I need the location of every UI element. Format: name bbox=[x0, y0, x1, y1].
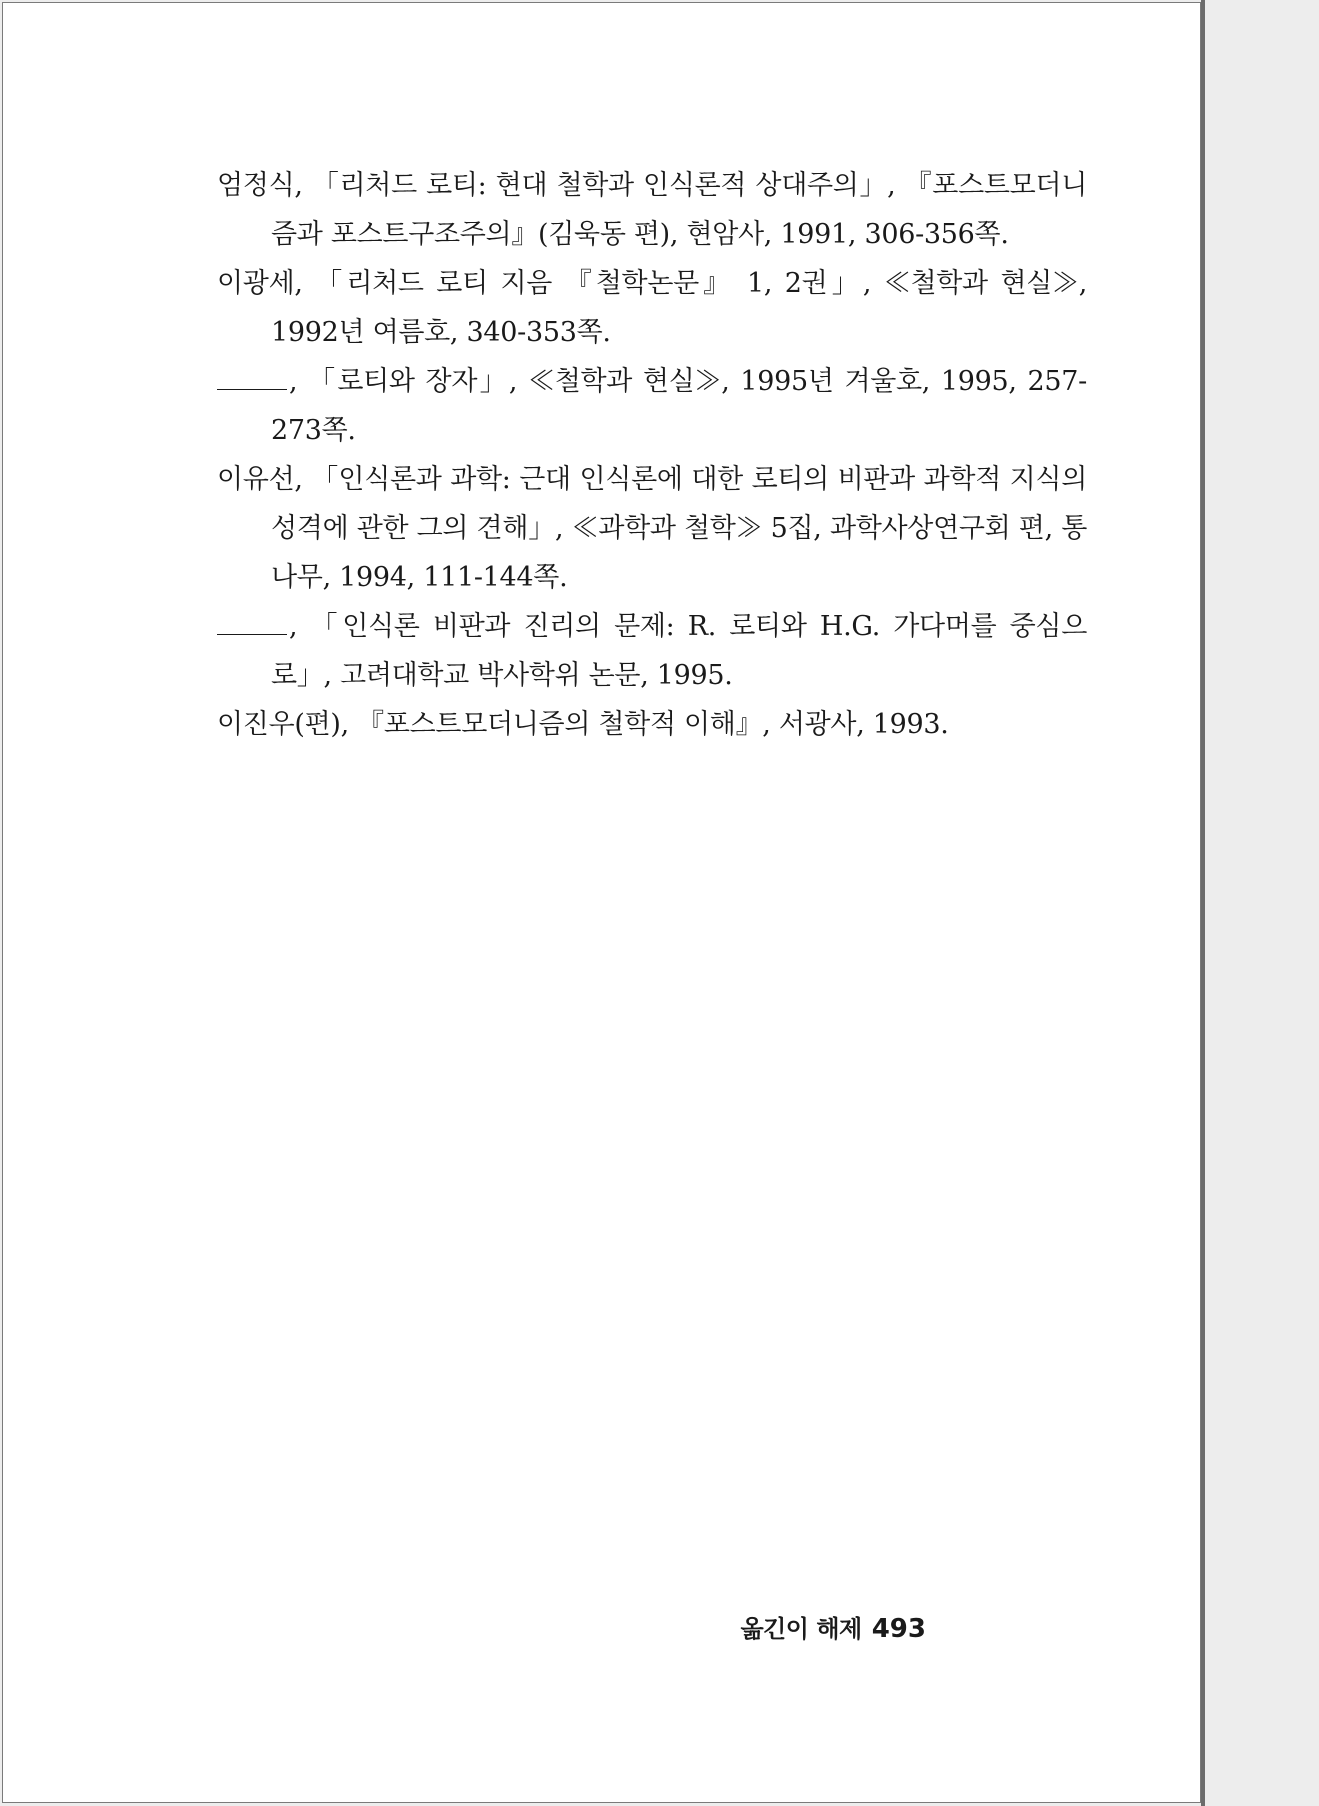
bibliography-list bbox=[217, 161, 1087, 749]
entry-text: 이광세, 「리처드 로티 지음 『철학논문』 1, 2권」, ≪철학과 현실≫, 1992년 여름호, 340-353쪽. bbox=[217, 268, 1087, 348]
entry-text: , 「로티와 장자」, ≪철학과 현실≫, 1995년 겨울호, 1995, 257-273쪽. bbox=[271, 366, 1087, 446]
bibliography-entry bbox=[217, 259, 1087, 357]
bibliography-entry bbox=[217, 455, 1087, 602]
entry-text: , 「인식론 비판과 진리의 문제: R. 로티와 H.G. 가다머를 중심으로」, 고려대학교 박사학위 논문, 1995. bbox=[271, 611, 1087, 691]
page-footer bbox=[740, 1609, 926, 1644]
entry-text: 이유선, 「인식론과 과학: 근대 인식론에 대한 로티의 비판과 과학적 지식의 성격에 관한 그의 견해」, ≪과학과 철학≫ 5집, 과학사상연구회 편, 통나무, 1994, 111-144쪽. bbox=[217, 464, 1087, 593]
ditto-dash bbox=[217, 607, 287, 635]
bibliography-entry bbox=[217, 700, 1087, 749]
page-number: 493 bbox=[871, 1614, 926, 1644]
ditto-dash bbox=[217, 362, 287, 390]
entry-text: 이진우(편), 『포스트모더니즘의 철학적 이해』, 서광사, 1993. bbox=[217, 709, 949, 740]
page-edge-shadow bbox=[1201, 0, 1205, 1806]
running-title: 옮긴이 해제 bbox=[740, 1615, 862, 1643]
bibliography-entry bbox=[217, 357, 1087, 455]
entry-text: 엄정식, 「리처드 로티: 현대 철학과 인식론적 상대주의」, 『포스트모더니즘과 포스트구조주의』(김욱동 편), 현암사, 1991, 306-356쪽. bbox=[217, 170, 1087, 250]
bibliography-entry bbox=[217, 161, 1087, 259]
bibliography-entry bbox=[217, 602, 1087, 700]
document-page bbox=[2, 2, 1201, 1803]
